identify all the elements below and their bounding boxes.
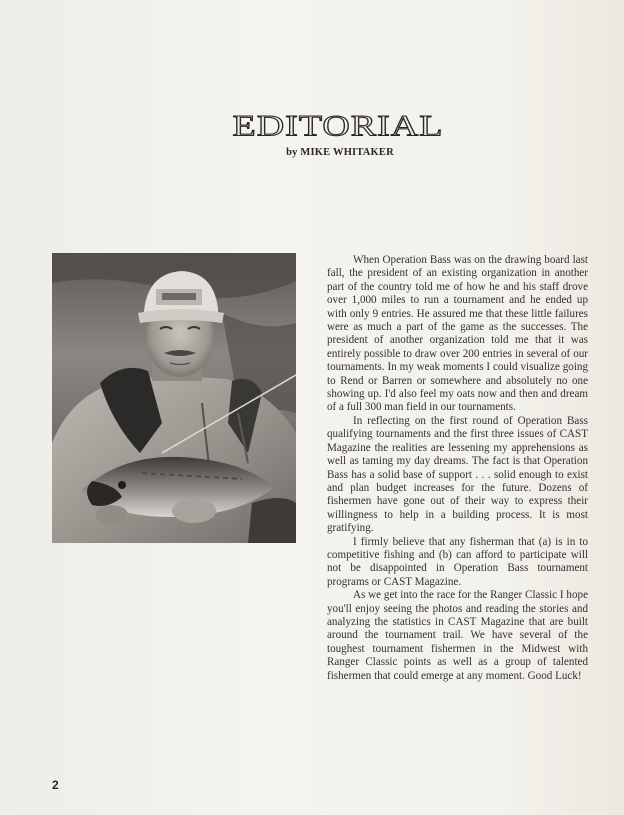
angler-photo-illustration xyxy=(52,253,296,543)
article-paragraph: As we get into the race for the Ranger Classic I hope you'll enjoy seeing the photos and reading the stories and analyzing the statistics in CAST Magazine that are built around the tournament trail. We have several of the toughest tournament fishermen in the Midwest with Ranger Classic points as well as a group of talented fishermen that could emerge at any moment. Good Luck! xyxy=(327,589,588,682)
editorial-article xyxy=(327,254,588,683)
article-paragraph: In reflecting on the first round of Operation Bass qualifying tournaments and the first three issues of CAST Magazine the realities are lessening my apprehensions as well as taming my day dreams. The fact is that Operation Bass has a solid base of support . . . solid enough to exist and plan budget increases for the future. Dozens of fishermen have gone out of their way to express their willingness to help in a building process. It is most gratifying. xyxy=(327,414,588,535)
article-paragraph: I firmly believe that any fisherman that (a) is in to competitive fishing and (b) can afford to participate will not be disappointed in Operation Bass tournament programs or CAST Magazine. xyxy=(327,535,588,588)
article-paragraph: When Operation Bass was on the drawing board last fall, the president of an existing organization in another part of the country told me of how he and his staff drove over 1,000 miles to run a tournament and he ended up with only 9 entries. He assured me that these little failures were as much a part of the game as the successes. The president of another organization told me that it was entirely possible to draw over 200 entries in several of our tournaments. In my weak moments I could visualize going to Rend or Barren or somewhere and absolutely no one showing up. I'd also feel my oats now and then and dream of a full 300 man field in our tournaments. xyxy=(327,254,588,414)
angler-photo xyxy=(52,253,296,543)
page-number: 2 xyxy=(52,778,59,792)
page-title: EDITORIAL xyxy=(232,109,444,143)
byline: by MIKE WHITAKER xyxy=(286,147,394,158)
